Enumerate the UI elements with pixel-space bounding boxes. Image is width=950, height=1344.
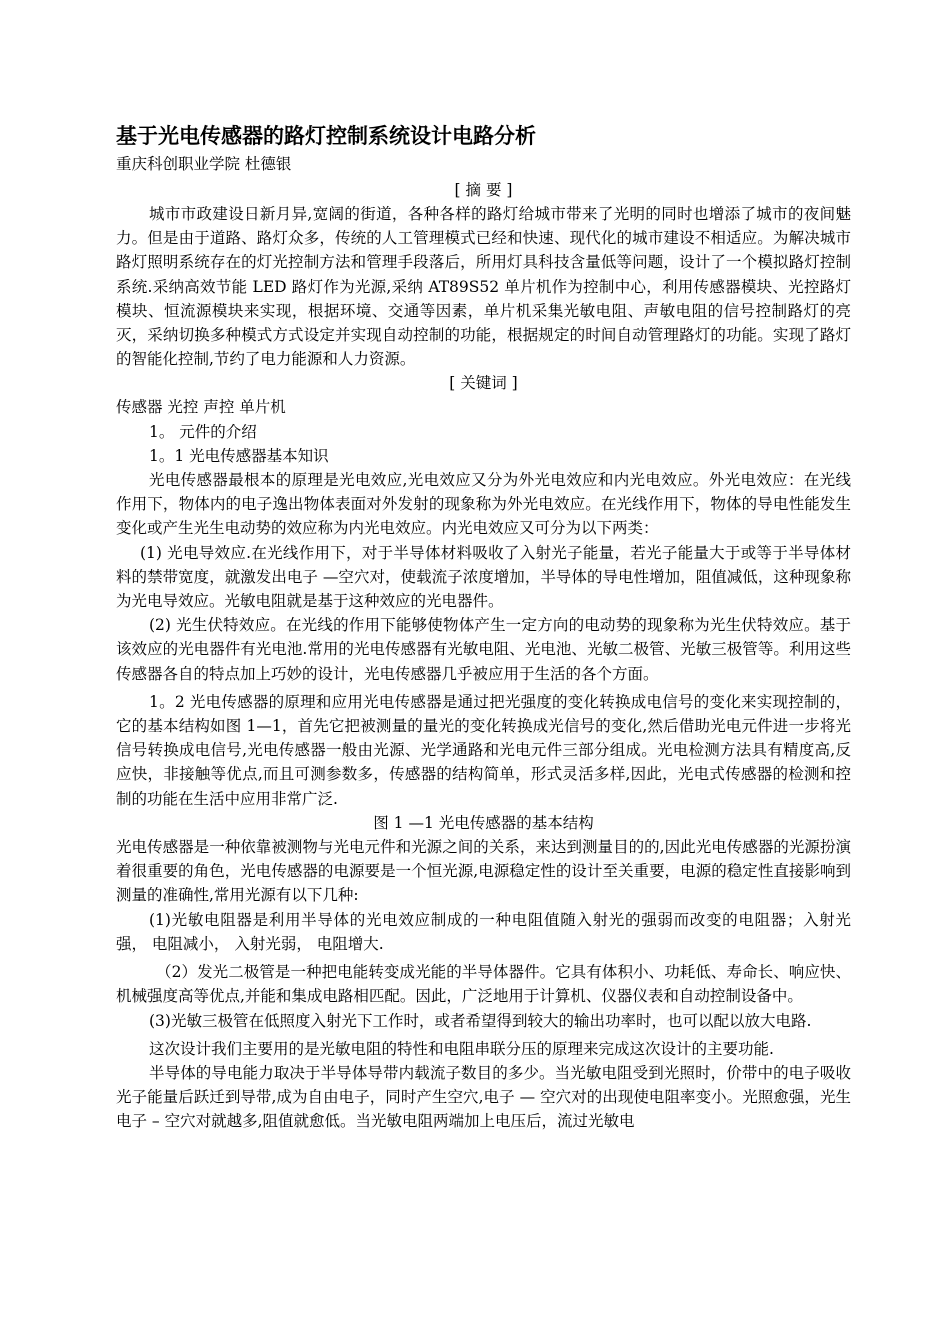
document-title: 基于光电传感器的路灯控制系统设计电路分析 [116,124,536,148]
author-line: 重庆科创职业学院 杜德银 [116,155,292,173]
semiconductor-paragraph: 半导体的导电能力取决于半导体导带内载流子数目的多少。当光敏电阻受到光照时，价带中的电子吸收光子能量后跃迁到导带,成为自由电子，同时产生空穴,电子 — 空穴对的出现使电阻率变小。光照愈强，光生电子 – 空穴对就越多,阻值就愈低。当光敏电阻两端加上电压后，流过光敏电 [116,1063,851,1131]
light-source-item-3: (3)光敏三极管在低照度入射光下工作时，或者希望得到较大的输出功率时，也可以配以放大电路. [149,1011,812,1030]
light-source-item-2: （2）发光二极管是一种把电能转变成光能的半导体器件。它具有体积小、功耗低、寿命长、响应快、机械强度高等优点,并能和集成电路相匹配。因此，广泛地用于计算机、仪器仪表和自动控制设备中。 [116,963,851,1006]
photoconductive-item: (1) 光电导效应.在光线作用下，对于半导体材料吸收了入射光子能量，若光子能量大于或等于半导体材料的禁带宽度，就激发出电子 —空穴对，使载流子浓度增加，半导体的导电性增加，阻值减低，这种现象称为光电导效应。光敏电阻就是基于这种效应的光电器件。 [116,543,851,611]
photovoltaic-item: (2) 光生伏特效应。在光线的作用下能够使物体产生一定方向的电动势的现象称为光生伏特效应。基于该效应的光电器件有光电池.常用的光电传感器有光敏电阻、光电池、光敏二极管、光敏三极管等。利用这些传感器各自的特点加上巧妙的设计，光电传感器几乎被应用于生活的各个方面。 [116,616,851,683]
abstract-heading: [ 摘 要 ] [454,181,513,199]
section-heading-1-1: 1。1 光电传感器基本知识 [149,446,329,465]
section-heading-1: 1。 元件的介绍 [149,422,257,441]
principle-application-paragraph: 1。2 光电传感器的原理和应用光电传感器是通过把光强度的变化转换成电信号的变化来实现控制的，它的基本结构如图 1—1，首先它把被测量的量光的变化转换成光信号的变化,然后借助光电元件进一步将光信号转换成电信号,光电传感器一般由光源、光学通路和光电元件三部分组成。光电检测方法具有精度高,反应快，非接触等优点,而且可测参数多，传感器的结构简单，形式灵活多样,因此，光电式传感器的检测和控制的功能在生活中应用非常广泛. [116,692,851,808]
design-paragraph: 这次设计我们主要用的是光敏电阻的特性和电阻串联分压的原理来完成这次设计的主要功能. [149,1039,774,1058]
light-source-paragraph: 光电传感器是一种依靠被测物与光电元件和光源之间的关系，来达到测量目的的,因此光电传感器的光源扮演着很重要的角色，光电传感器的电源要是一个恒光源,电源稳定性的设计至关重要，电源的稳定性直接影响到测量的准确性,常用光源有以下几种: [116,838,851,905]
keywords-line: 传感器 光控 声控 单片机 [116,398,286,417]
document-body [116,120,851,1134]
figure-caption: 图 1 —1 光电传感器的基本结构 [373,813,594,832]
light-source-item-1: (1)光敏电阻器是利用半导体的光电效应制成的一种电阻值随入射光的强弱而改变的电阻器；入射光强， 电阻减小， 入射光弱， 电阻增大. [116,910,851,953]
keywords-heading: [ 关键词 ] [449,374,518,393]
abstract-paragraph: 城市市政建设日新月异,宽阔的街道，各种各样的路灯给城市带来了光明的同时也增添了城市的夜间魅力。但是由于道路、路灯众多，传统的人工管理模式已经和快速、现代化的城市建设不相适应。为解决城市路灯照明系统存在的灯光控制方法和管理手段落后，所用灯具科技含量低等问题，设计了一个模拟路灯控制系统.采纳高效节能 LED 路灯作为光源,采纳 AT89S52 单片机作为控制中心，利用传感器模块、光控路灯模块、恒流源模块来实现，根据环境、交通等因素，单片机采集光敏电阻、声敏电阻的信号控制路灯的亮灭，采纳切换多种模式方式设定并实现自动控制的功能，根据规定的时间自动管理路灯的功能。实现了路灯的智能化控制,节约了电力能源和人力资源。 [116,205,851,369]
principle-paragraph: 光电传感器最根本的原理是光电效应,光电效应又分为外光电效应和内光电效应。外光电效应：在光线作用下，物体内的电子逸出物体表面对外发射的现象称为外光电效应。在光线作用下，物体的导电性能发生变化或产生光生电动势的效应称为内光电效应。内光电效应又可分为以下两类： [116,471,851,538]
